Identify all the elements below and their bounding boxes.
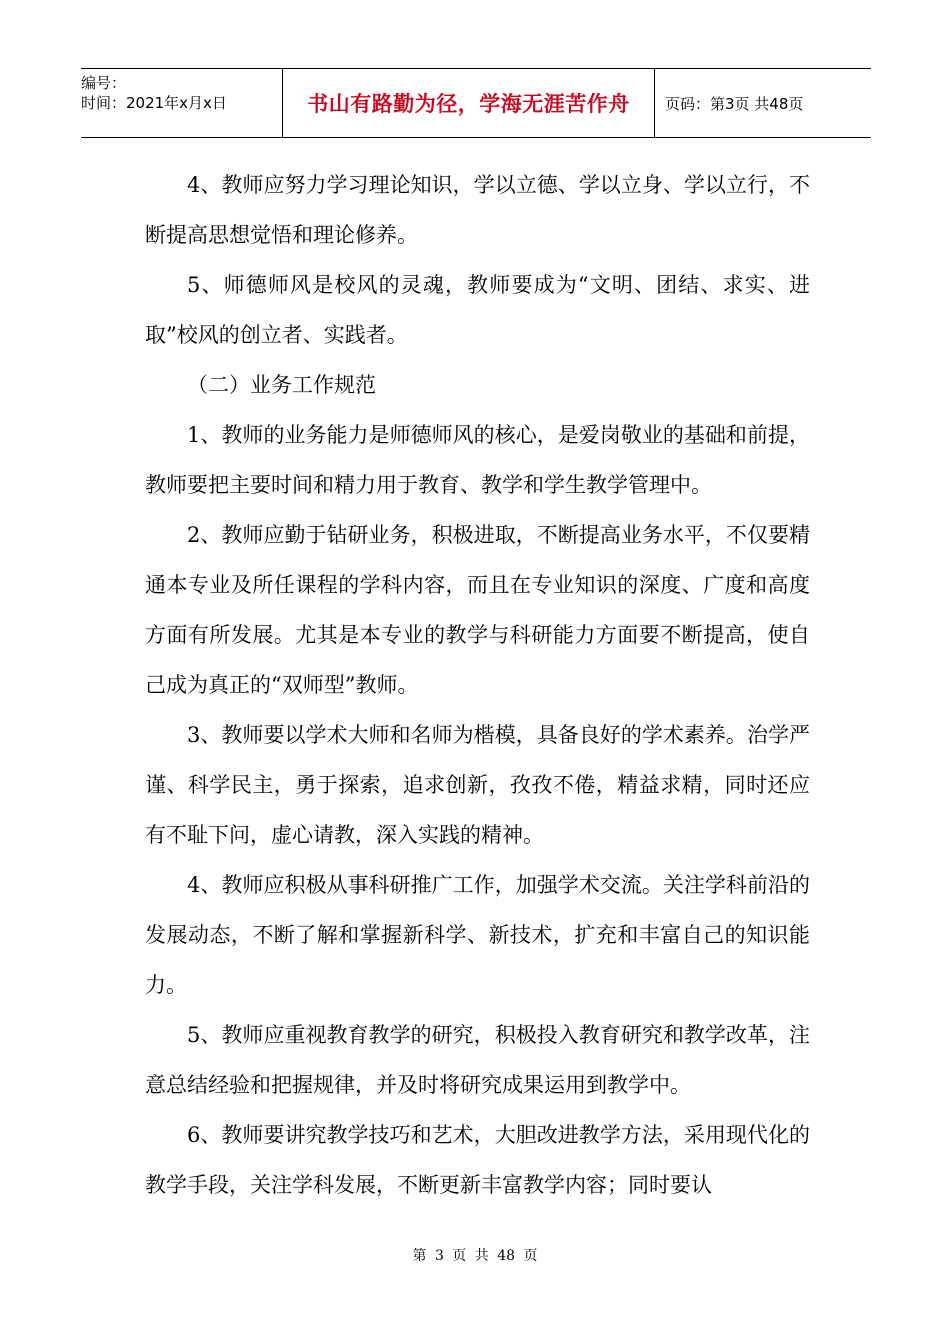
paragraph: 5、教师应重视教育教学的研究，积极投入教育研究和教学改革，注意总结经验和把握规律，并及时将研究成果运用到教学中。: [145, 1023, 810, 1097]
header-motto-cell: [283, 69, 655, 137]
paragraph: 4、教师应努力学习理论知识，学以立德、学以立身、学以立行，不断提高思想觉悟和理论修养。: [145, 173, 810, 247]
document-body: [145, 160, 810, 1210]
header-motto: 书山有路勤为径，学海无涯苦作舟: [307, 92, 630, 116]
paragraph: 4、教师应积极从事科研推广工作，加强学术交流。关注学科前沿的发展动态，不断了解和掌握新科学、新技术，扩充和丰富自己的知识能力。: [145, 873, 810, 997]
document-time-label: 时间：2021年x月x日: [81, 94, 227, 112]
section-heading: （二）业务工作规范: [187, 373, 376, 397]
paragraph: 6、教师要讲究教学技巧和艺术，大胆改进教学方法，采用现代化的教学手段，关注学科发展，不断更新丰富教学内容；同时要认: [145, 1123, 810, 1197]
page-header: [81, 68, 871, 138]
paragraph: 2、教师应勤于钻研业务，积极进取，不断提高业务水平，不仅要精通本专业及所任课程的学科内容，而且在专业知识的深度、广度和高度方面有所发展。尤其是本专业的教学与科研能力方面要不断提高，使自己成为真正的“双师型”教师。: [145, 523, 810, 697]
header-meta: [81, 69, 283, 137]
page-footer: 第 3 页 共 48 页: [412, 1248, 538, 1264]
paragraph: 5、师德师风是校风的灵魂，教师要成为“文明、团结、求实、进取”校风的创立者、实践者。: [145, 273, 810, 347]
paragraph: 3、教师要以学术大师和名师为楷模，具备良好的学术素养。治学严谨、科学民主，勇于探索，追求创新，孜孜不倦，精益求精，同时还应有不耻下问，虚心请教，深入实践的精神。: [145, 723, 810, 847]
header-page-info: 页码：第3页 共48页: [665, 94, 804, 113]
paragraph: 1、教师的业务能力是师德师风的核心，是爱岗敬业的基础和前提，教师要把主要时间和精力用于教育、教学和学生教学管理中。: [145, 423, 810, 497]
document-number-label: 编号：: [81, 74, 127, 92]
